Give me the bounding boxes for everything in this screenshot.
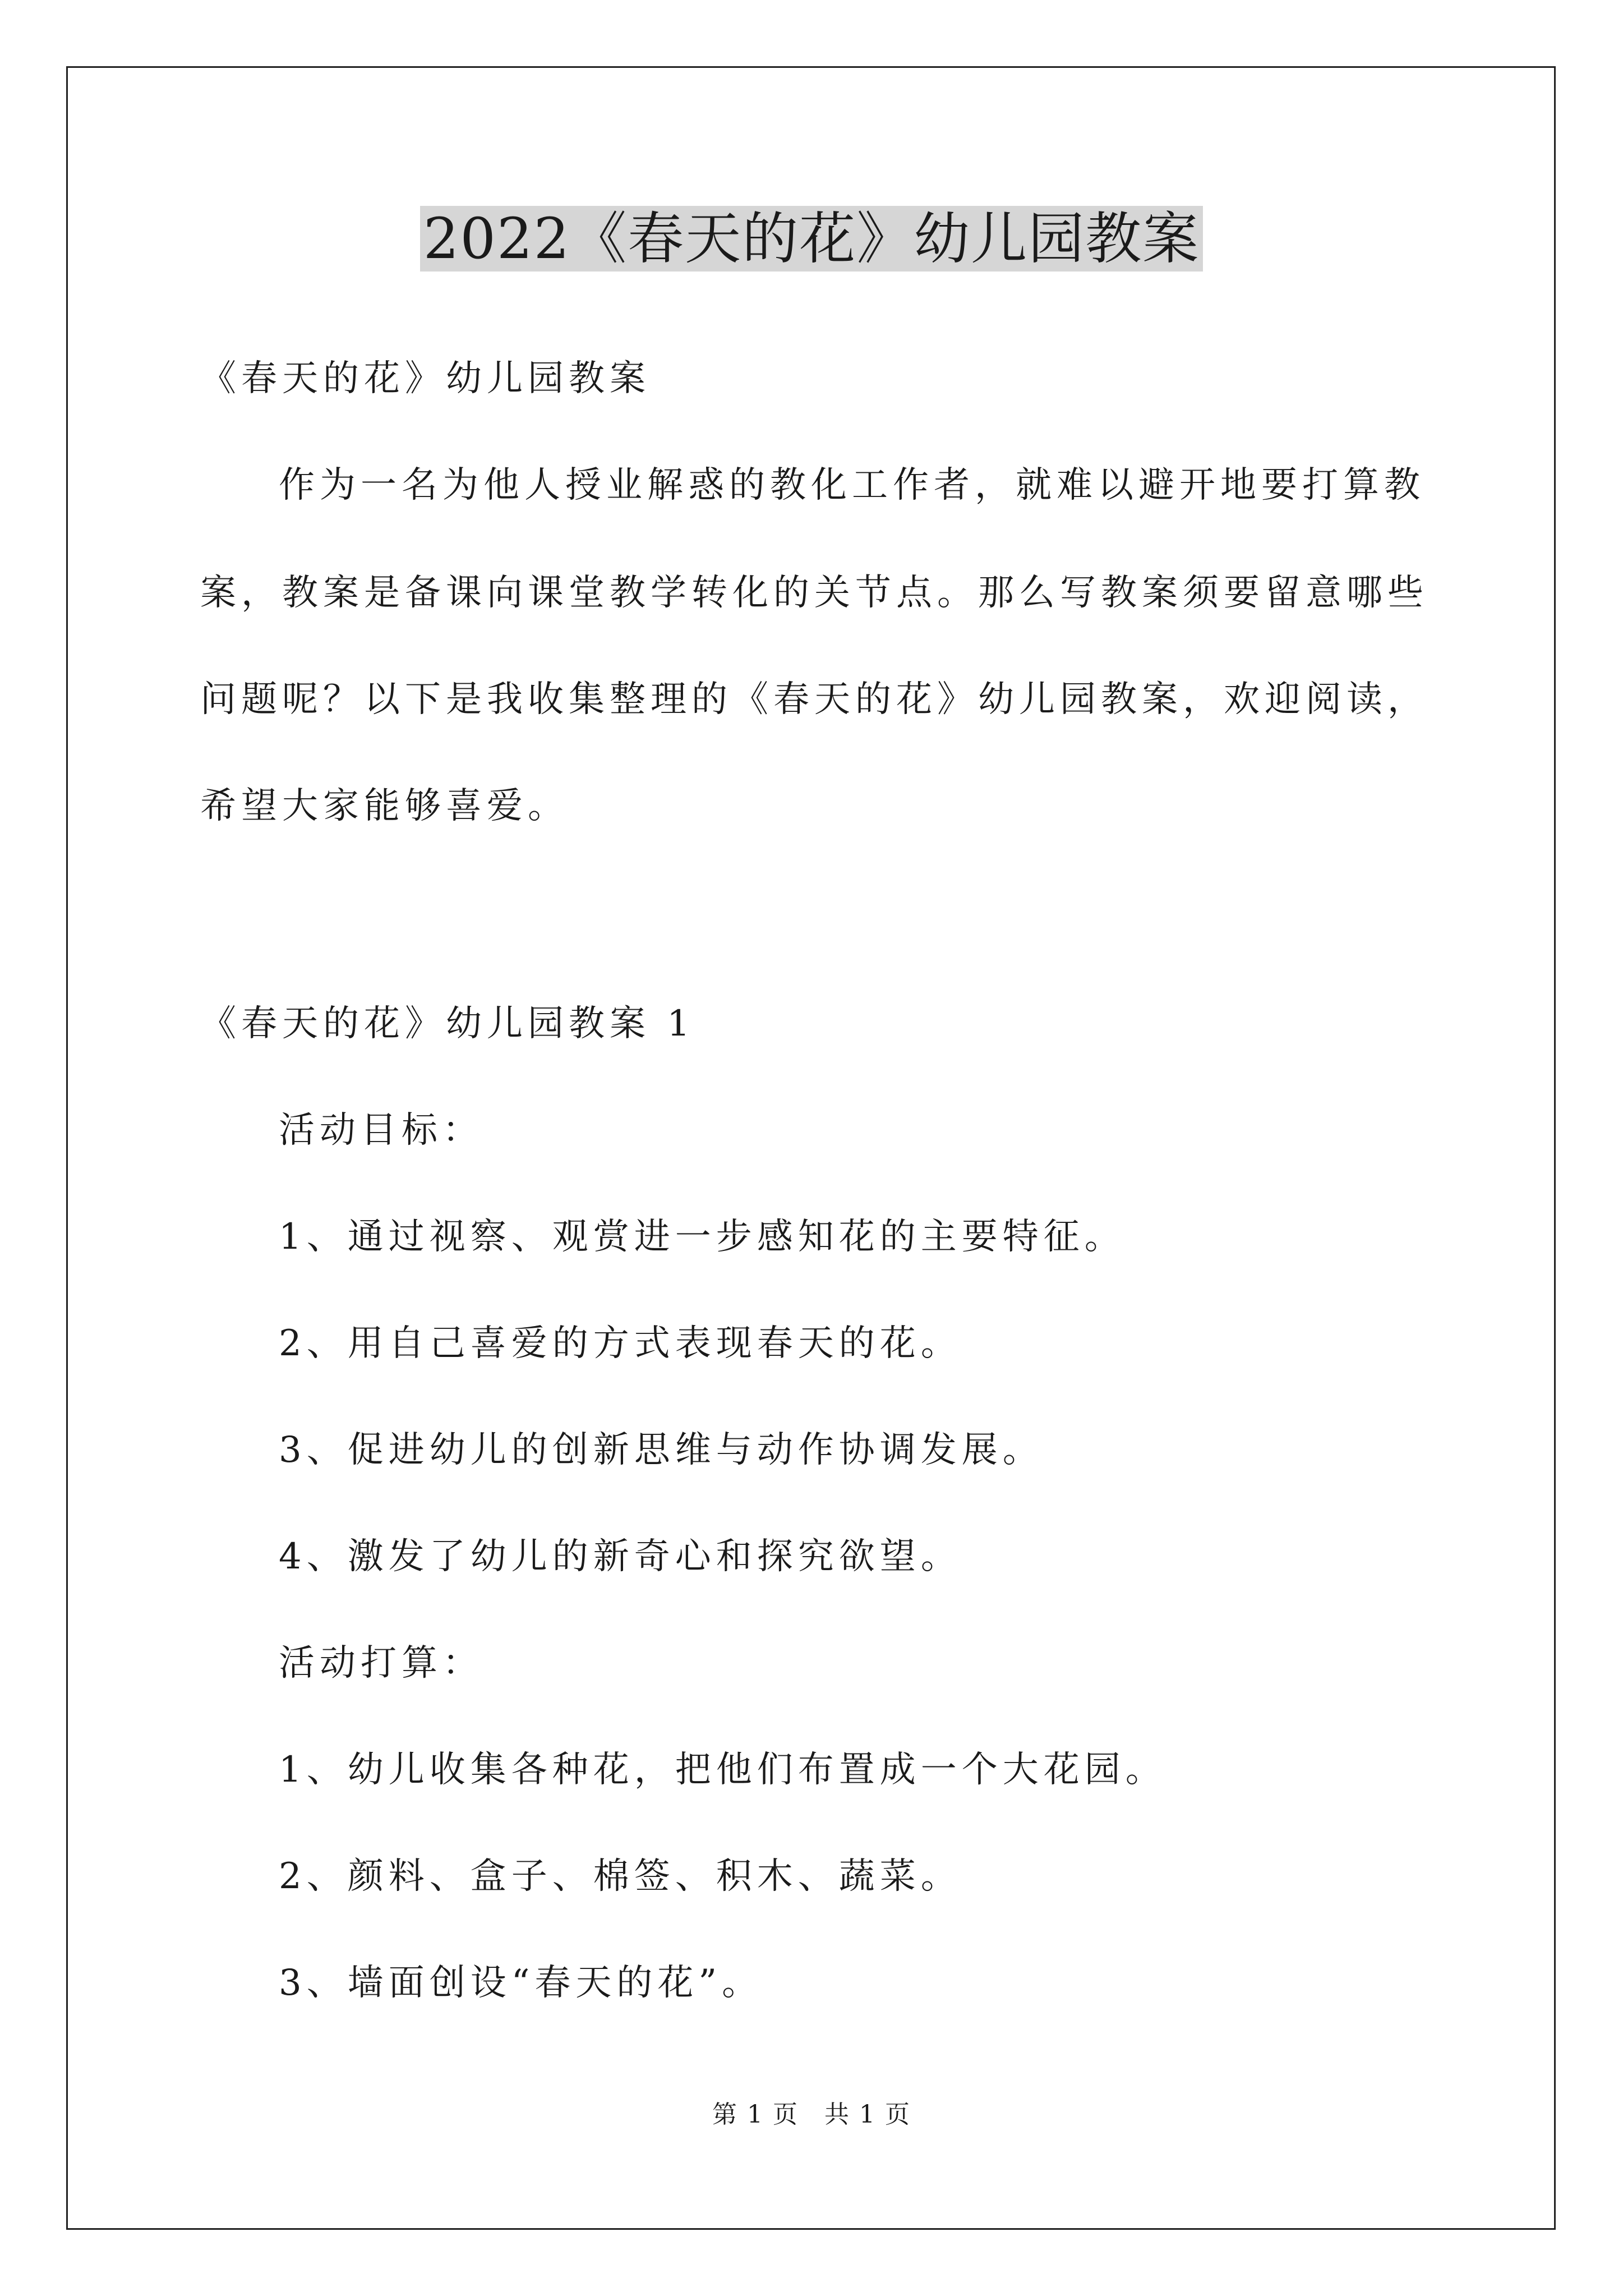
prep-item-1: 1、幼儿收集各种花，把他们布置成一个大花园。	[279, 1749, 1166, 1791]
document-title	[0, 200, 1623, 278]
section-heading: 《春天的花》幼儿园教案 1	[200, 1003, 695, 1045]
prep-item-2: 2、颜料、盒子、棉签、积木、蔬菜。	[279, 1856, 962, 1897]
prep-item-3: 3、墙面创设“春天的花”。	[279, 1962, 763, 2004]
goal-item-1: 1、通过视察、观赏进一步感知花的主要特征。	[279, 1216, 1126, 1258]
intro-line-3: 问题呢？以下是我收集整理的《春天的花》幼儿园教案，欢迎阅读，	[200, 679, 1428, 720]
goal-item-2: 2、用自己喜爱的方式表现春天的花。	[279, 1323, 962, 1364]
prep-heading: 活动打算：	[279, 1642, 483, 1684]
goal-item-3: 3、促进幼儿的创新思维与动作协调发展。	[279, 1429, 1044, 1471]
page-footer: 第 1 页 共 1 页	[712, 2100, 911, 2129]
intro-line-1: 作为一名为他人授业解惑的教化工作者，就难以避开地要打算教	[279, 464, 1425, 506]
document-title-text: 2022《春天的花》幼儿园教案	[420, 206, 1204, 272]
document-subtitle: 《春天的花》幼儿园教案	[200, 358, 651, 399]
intro-line-4: 希望大家能够喜爱。	[200, 785, 569, 827]
goal-item-4: 4、激发了幼儿的新奇心和探究欲望。	[279, 1536, 962, 1577]
goals-heading: 活动目标：	[279, 1110, 483, 1151]
intro-line-2: 案，教案是备课向课堂教学转化的关节点。那么写教案须要留意哪些	[200, 572, 1428, 614]
